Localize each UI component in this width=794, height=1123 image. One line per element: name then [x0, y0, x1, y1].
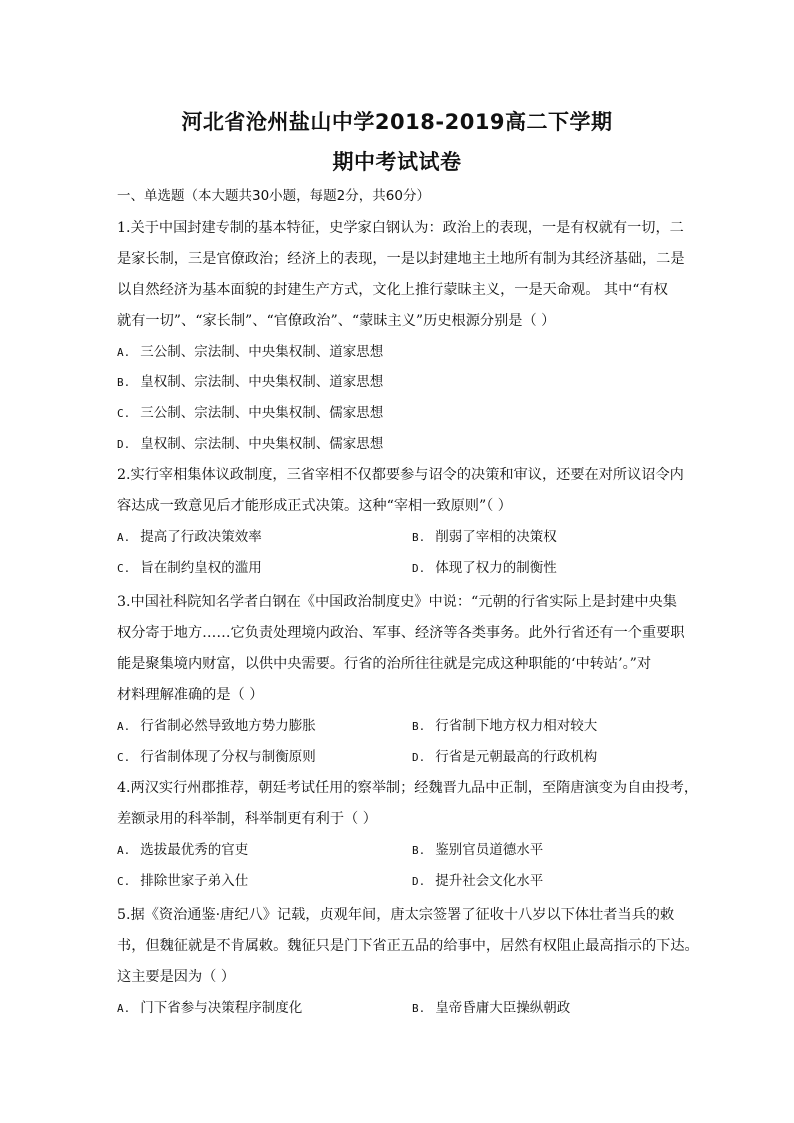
option-text: 提高了行政决策效率 [140, 529, 262, 545]
option-text: 选拔最优秀的官吏 [140, 842, 249, 858]
option-text: 门下省参与决策程序制度化 [140, 1000, 303, 1016]
option-b[interactable] [412, 716, 597, 737]
option-d[interactable] [412, 558, 557, 579]
option-text: 行省制体现了分权与制衡原则 [140, 749, 316, 765]
option-a[interactable] [117, 998, 302, 1019]
option-label: C. [117, 751, 131, 764]
exam-subtitle: 期中考试试卷 [332, 150, 462, 174]
option-d[interactable] [117, 434, 383, 455]
option-label: C. [117, 407, 131, 420]
question-text-line: 以自然经济为基本面貌的封建生产方式，文化上推行蒙昧主义，一是天命观。 其中“有权 [117, 282, 668, 298]
question-text-line: 5.据《资治通鉴·唐纪八》记载，贞观年间，唐太宗签署了征收十八岁以下体壮者当兵的敕 [117, 907, 675, 923]
option-a[interactable] [117, 716, 316, 737]
option-label: B. [412, 1002, 426, 1015]
question-text-line: 书，但魏征就是不肯属敕。魏征只是门下省正五品的给事中，居然有权阻止最高指示的下达。 [117, 938, 699, 954]
question-text-line: 权分寄于地方……它负责处理境内政治、军事、经济等各类事务。此外行省还有一个重要职 [117, 625, 685, 641]
question-text-line: 能是聚集境内财富，以供中央需要。行省的治所往往就是完成这种职能的‘中转站’。”对 [117, 656, 652, 672]
option-label: B. [117, 376, 131, 389]
option-a[interactable] [117, 527, 262, 548]
option-label: C. [117, 875, 131, 888]
question-text-line: 3.中国社科院知名学者白钢在《中国政治制度史》中说：“元朝的行省实际上是封建中央集 [117, 594, 677, 610]
question-text-line: 2.实行宰相集体议政制度，三省宰相不仅都要参与诏令的决策和审议，还要在对所议诏令内 [117, 467, 684, 483]
exam-title: 河北省沧州盐山中学2018-2019高二下学期 [181, 110, 613, 134]
option-b[interactable] [412, 527, 557, 548]
option-label: D. [412, 751, 426, 764]
option-c[interactable] [117, 747, 316, 768]
option-text: 提升社会文化水平 [435, 873, 544, 889]
option-text: 皇权制、宗法制、中央集权制、儒家思想 [140, 436, 384, 452]
option-label: B. [412, 531, 426, 544]
option-label: D. [412, 562, 426, 575]
option-label: A. [117, 720, 131, 733]
option-text: 行省制下地方权力相对较大 [435, 718, 598, 734]
option-d[interactable] [412, 871, 543, 892]
question-text-line: 4.两汉实行州郡推荐，朝廷考试任用的察举制；经魏晋九品中正制，至隋唐演变为自由投考， [117, 780, 699, 796]
option-text: 行省是元朝最高的行政机构 [435, 749, 598, 765]
option-text: 旨在制约皇权的滥用 [140, 560, 262, 576]
option-label: A. [117, 1002, 131, 1015]
option-label: C. [117, 562, 131, 575]
option-text: 行省制必然导致地方势力膨胀 [140, 718, 316, 734]
option-text: 鉴别官员道德水平 [435, 842, 544, 858]
option-label: A. [117, 844, 131, 857]
option-label: B. [412, 844, 426, 857]
question-text-line: 容达成一致意见后才能形成正式决策。这种“宰相一致原则”（ ） [117, 498, 512, 514]
option-d[interactable] [412, 747, 597, 768]
option-text: 三公制、宗法制、中央集权制、道家思想 [140, 344, 384, 360]
question-text-line: 1.关于中国封建专制的基本特征，史学家白钢认为：政治上的表现，一是有权就有一切，二 [117, 220, 684, 236]
option-b[interactable] [412, 840, 543, 861]
option-a[interactable] [117, 840, 248, 861]
option-b[interactable] [117, 372, 383, 393]
question-text-line: 这主要是因为（ ） [117, 969, 236, 985]
option-text: 排除世家子弟入仕 [140, 873, 249, 889]
option-c[interactable] [117, 871, 248, 892]
option-a[interactable] [117, 342, 383, 363]
option-label: B. [412, 720, 426, 733]
option-text: 皇权制、宗法制、中央集权制、道家思想 [140, 374, 384, 390]
option-c[interactable] [117, 403, 383, 424]
option-label: A. [117, 531, 131, 544]
question-text-line: 材料理解准确的是（ ） [117, 687, 264, 703]
option-label: D. [117, 438, 131, 451]
option-b[interactable] [412, 998, 570, 1019]
option-c[interactable] [117, 558, 262, 579]
option-text: 皇帝昏庸大臣操纵朝政 [435, 1000, 571, 1016]
option-label: D. [412, 875, 426, 888]
option-text: 削弱了宰相的决策权 [435, 529, 557, 545]
question-text-line: 就有一切”、“家长制”、“官僚政治”、“蒙昧主义”历史根源分别是（ ） [117, 313, 556, 329]
option-text: 体现了权力的制衡性 [435, 560, 557, 576]
option-label: A. [117, 346, 131, 359]
section-heading: 一、单选题（本大题共30小题，每题2分，共60分） [117, 188, 430, 204]
question-text-line: 是家长制，三是官僚政治；经济上的表现，一是以封建地主土地所有制为其经济基础，二是 [117, 251, 685, 267]
question-text-line: 差额录用的科举制，科举制更有利于（ ） [117, 811, 377, 827]
option-text: 三公制、宗法制、中央集权制、儒家思想 [140, 405, 384, 421]
